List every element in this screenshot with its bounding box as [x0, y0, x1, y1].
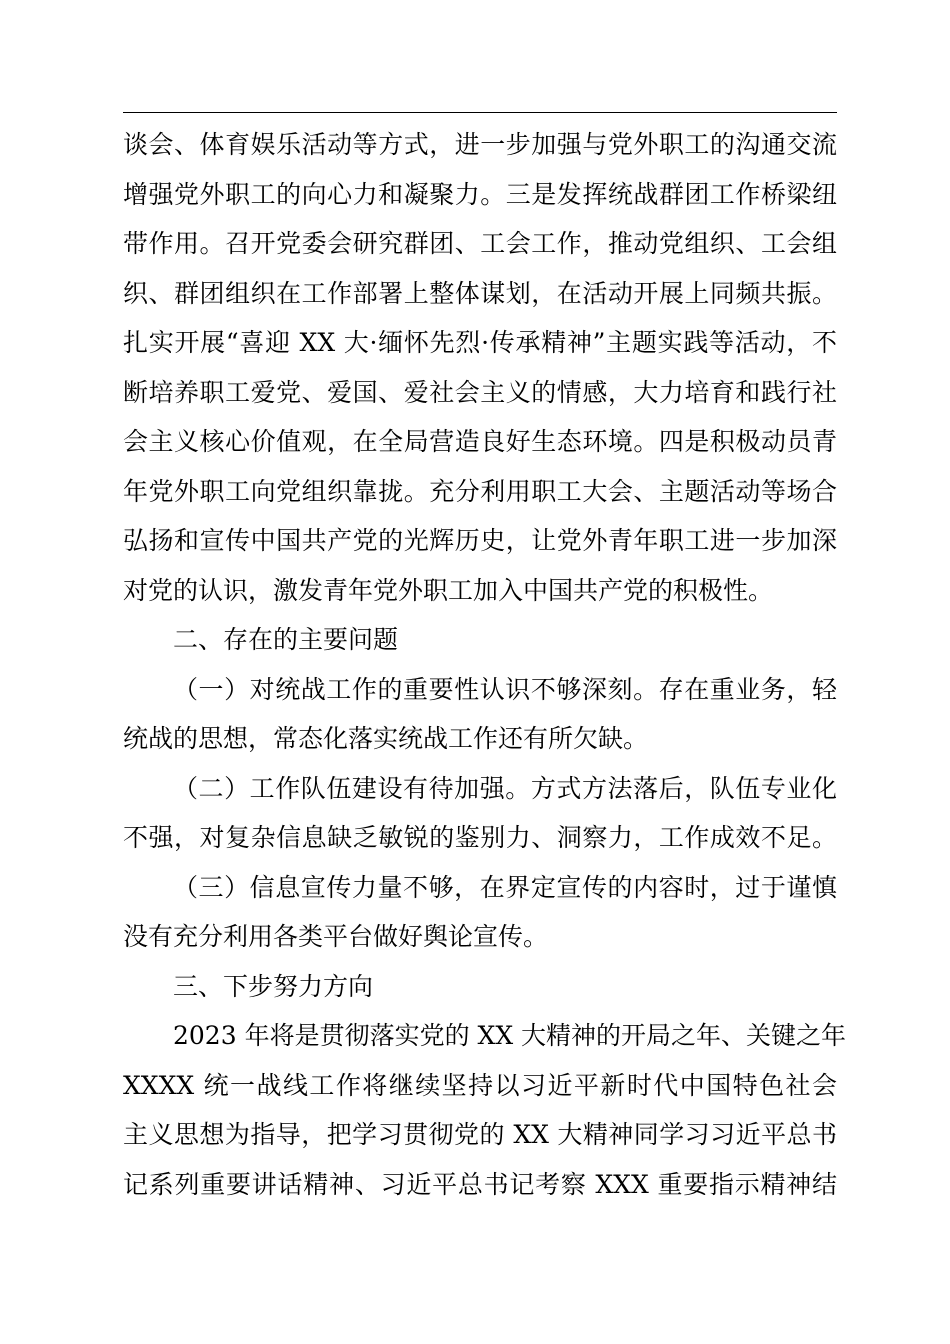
body-line: 对党的认识，激发青年党外职工加入中国共产党的积极性。: [123, 575, 774, 605]
section-heading: 三、下步努力方向: [173, 971, 374, 1001]
body-line: 扎实开展“喜迎 XX 大·缅怀先烈·传承精神”主题实践等活动，不: [123, 328, 837, 357]
document-body: [123, 120, 847, 1209]
body-line: 2023 年将是贯彻落实党的 XX 大精神的开局之年、关键之年: [173, 1021, 847, 1050]
body-line: 带作用。召开党委会研究群团、工会工作，推动党组织、工会组: [123, 229, 837, 258]
body-line: 断培养职工爱党、爱国、爱社会主义的情感，大力培育和践行社: [123, 377, 837, 407]
body-line: （二）工作队伍建设有待加强。方式方法落后，队伍专业化: [173, 773, 837, 803]
body-line: XXXX 统一战线工作将继续坚持以习近平新时代中国特色社会: [123, 1070, 837, 1100]
body-line: （三）信息宣传力量不够，在界定宣传的内容时，过于谨慎: [173, 872, 837, 902]
body-line: 谈会、体育娱乐活动等方式，进一步加强与党外职工的沟通交流: [123, 130, 837, 159]
header-rule: [123, 112, 837, 113]
body-line: 增强党外职工的向心力和凝聚力。三是发挥统战群团工作桥梁纽: [123, 179, 837, 209]
body-line: （一）对统战工作的重要性认识不够深刻。存在重业务，轻: [173, 674, 837, 704]
body-line: 织、群团组织在工作部署上整体谋划，在活动开展上同频共振。: [123, 278, 837, 308]
body-line: 会主义核心价值观，在全局营造良好生态环境。四是积极动员青: [123, 427, 837, 456]
body-line: 记系列重要讲话精神、习近平总书记考察 XXX 重要指示精神结: [123, 1169, 837, 1199]
body-line: 统战的思想，常态化落实统战工作还有所欠缺。: [123, 724, 649, 753]
section-heading: 二、存在的主要问题: [173, 625, 399, 654]
body-line: 主义思想为指导，把学习贯彻党的 XX 大精神同学习习近平总书: [123, 1120, 837, 1149]
body-line: 没有充分利用各类平台做好舆论宣传。: [123, 922, 549, 951]
body-line: 不强，对复杂信息缺乏敏锐的鉴别力、洞察力，工作成效不足。: [123, 823, 837, 852]
body-line: 弘扬和宣传中国共产党的光辉历史，让党外青年职工进一步加深: [123, 526, 837, 555]
body-line: 年党外职工向党组织靠拢。充分利用职工大会、主题活动等场合: [123, 476, 837, 506]
